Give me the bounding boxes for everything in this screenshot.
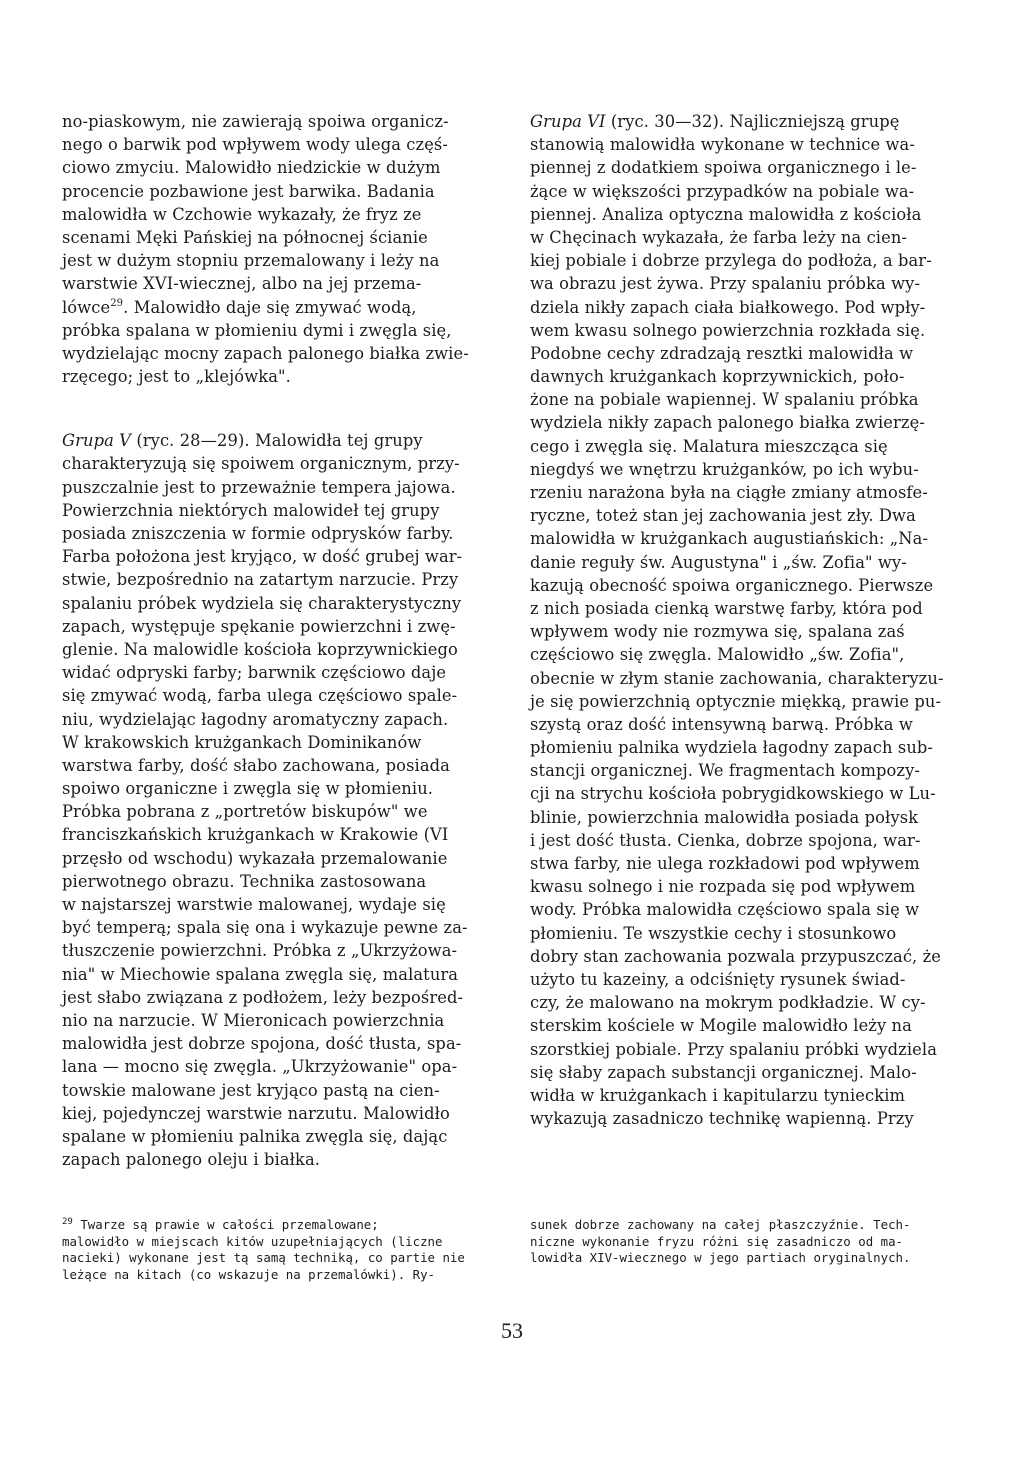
text-line: je się powierzchnią optycznie miękką, prawie pu-	[530, 691, 942, 711]
text-line: w Chęcinach wykazała, że farba leży na cien-	[530, 227, 908, 247]
text-line: niegdyś we wnętrzu krużganków, po ich wybu-	[530, 459, 919, 479]
text-line: Powierzchnia niektórych malowideł tej grupy	[62, 500, 440, 520]
text-line: piennej z dodatkiem spoiwa organicznego i le-	[530, 158, 917, 178]
text-line: płomieniu palnika wydziela łagodny zapach sub-	[530, 738, 934, 758]
text-line: spalaniu próbek wydziela się charakterystyczny	[62, 593, 462, 613]
text-line: ryczne, toteż stan jej zachowania jest zły. Dwa	[530, 506, 916, 526]
text-line: wody. Próbka malowidła częściowo spala się w	[530, 900, 920, 920]
text-line: rzęcego; jest to „klejówka".	[62, 367, 291, 387]
text-line: danie reguły św. Augustyna" i „św. Zofia" wy-	[530, 552, 907, 572]
text-line: franciszkańskich krużgankach w Krakowie (VI	[62, 825, 449, 845]
footnote-column-left	[62, 1217, 502, 1283]
text-line: wem kwasu solnego powierzchnia rozkłada się.	[530, 320, 926, 340]
text-line: cji na strychu kościoła pobrygidkowskiego w Lu-	[530, 784, 936, 804]
text-line: W krakowskich krużgankach Dominikanów	[62, 732, 422, 752]
footnote-number: 29	[62, 1217, 73, 1227]
text-line: procencie pozbawione jest barwika. Badania	[62, 181, 435, 201]
section-heading-line	[62, 429, 488, 452]
section-heading-line	[530, 110, 956, 133]
text-line: blinie, powierzchnia malowidła posiada połysk	[530, 807, 919, 827]
text-line: tłuszczenie powierzchni. Próbka z „Ukrzyżowa-	[62, 941, 458, 961]
text-line: z nich posiada cienką warstwę farby, która pod	[530, 598, 923, 618]
text-line: posiada zniszczenia w formie odprysków farby.	[62, 524, 454, 543]
text-line: malowidła w krużgankach augustiańskich: „Na-	[530, 529, 929, 549]
text-line: cego i zwęgla się. Malatura mieszcząca się	[530, 436, 888, 456]
text-line: malowidła jest dobrze spojona, dość tłusta, spa-	[62, 1034, 462, 1054]
text-line: kwasu solnego i nie rozpada się pod wpływem	[530, 877, 916, 897]
text-line: żone na pobiale wapiennej. W spalaniu próbka	[530, 390, 919, 410]
text-line-with-footnote-ref: lówce$^{29}$. Malowidło daje się zmywać wodą,	[62, 297, 417, 317]
text-line: warstwie XVI-wiecznej, albo na jej przema-	[62, 274, 422, 294]
text-line: w najstarszej warstwie malowanej, wydaje się	[62, 895, 446, 914]
text-line: stanowią malowidła wykonane w technice wa-	[530, 135, 915, 155]
text-line: szystą oraz dość intensywną barwą. Próbka w	[530, 714, 913, 734]
page-number: 53	[501, 1318, 523, 1343]
text-line: pierwotnego obrazu. Technika zastosowana	[62, 871, 427, 891]
text-line: rzeniu narażona była na ciągłe zmiany atmosfe-	[530, 483, 928, 502]
text-line: użyto tu kazeiny, a odciśnięty rysunek świad-	[530, 969, 906, 989]
text-line: szorstkiej pobiale. Przy spalaniu próbki wydziela	[530, 1039, 938, 1059]
text-line: się zmywać wodą, farba ulega częściowo spale-	[62, 686, 458, 706]
footnote-line: niczne wykonanie fryzu różni się zasadniczo od ma-	[530, 1233, 903, 1249]
text-line: sterskim kościele w Mogile malowidło leży na	[530, 1016, 912, 1036]
footnote-line: leżące na kitach (co wskazuje na przemalówki). Ry-	[62, 1266, 435, 1282]
section-heading-rest: (ryc. 30—32). Najliczniejszą grupę	[605, 112, 900, 131]
text-line: malowidła w Czchowie wykazały, że fryz ze	[62, 204, 422, 224]
text-line: spalane w płomieniu palnika zwęgla się, dając	[62, 1126, 448, 1146]
text-line: zapach, występuje spękanie powierzchni i zwę-	[62, 616, 456, 636]
text-line: scenami Męki Pańskiej na północnej ścianie	[62, 227, 428, 247]
text-line: kiej, pojedynczej warstwie narzutu. Malowidło	[62, 1103, 450, 1123]
section-heading: Grupa VI	[530, 112, 606, 131]
text-line: nia" w Miechowie spalana zwęgla się, malatura	[62, 964, 459, 984]
right-column	[530, 110, 956, 1130]
text-line: stwie, bezpośrednio na zatartym narzucie. Przy	[62, 570, 459, 590]
text-line: warstwa farby, dość słabo zachowana, posiada	[62, 755, 450, 775]
paragraph-gap	[62, 388, 488, 411]
text-line: no-piaskowym, nie zawierają spoiwa organicz-	[62, 112, 449, 131]
text-line: lana — mocno się zwęgla. „Ukrzyżowanie" opa-	[62, 1057, 458, 1077]
text-line: przęsło od wschodu) wykazała przemalowanie	[62, 848, 448, 868]
text-line: widać odpryski farby; barwnik częściowo daje	[62, 663, 447, 683]
text-line: wydzielając mocny zapach palonego białka zwie-	[62, 343, 469, 363]
text-line: charakteryzują się spoiwem organicznym, przy-	[62, 454, 460, 474]
footnote-column-right	[530, 1217, 970, 1267]
text-line: glenie. Na malowidle kościoła koprzywnickiego	[62, 639, 458, 659]
footnote-ref-word: lówce	[62, 297, 111, 317]
text-line: puszczalnie jest to przeważnie tempera jajowa.	[62, 477, 456, 497]
text-line: zapach palonego oleju i białka.	[62, 1150, 321, 1170]
text-line: i jest dość tłusta. Cienka, dobrze spojona, war-	[530, 830, 921, 850]
text-line: obecnie w złym stanie zachowania, charakteryzu-	[530, 668, 944, 688]
text-line: jest w dużym stopniu przemalowany i leży na	[62, 251, 440, 271]
text-line: jest słabo związana z podłożem, leży bezpośred-	[62, 987, 464, 1007]
text-line: żące w większości przypadków na pobiale wa-	[530, 181, 915, 201]
text-line: kiej pobiale i dobrze przylega do podłoża, a bar-	[530, 251, 932, 271]
footnote-line	[62, 1217, 502, 1234]
left-column	[62, 110, 488, 1171]
text-line: stwa farby, nie ulega rozkładowi pod wpływem	[530, 854, 920, 873]
text-line: kazują obecność spoiwa organicznego. Pierwsze	[530, 575, 934, 595]
text-line: się słaby zapach substancji organicznej. Malo-	[530, 1062, 917, 1082]
footnote-text: Twarze są prawie w całości przemalowane;	[80, 1217, 379, 1232]
text-line: niu, wydzielając łagodny aromatyczny zapach.	[62, 709, 449, 729]
text-line: być temperą; spala się ona i wykazuje pewne za-	[62, 918, 468, 938]
text-line-rest: Malowidło daje się zmywać wodą,	[133, 297, 417, 317]
footnote-line: lowidła XIV-wiecznego w jego partiach oryginalnych.	[530, 1250, 911, 1265]
text-line: towskie malowane jest kryjąco pastą na cien-	[62, 1080, 440, 1100]
text-line: Farba położona jest kryjąco, w dość grubej war-	[62, 547, 463, 567]
text-line: dawnych krużgankach koprzywnickich, poło-	[530, 367, 905, 387]
text-line: nego o barwik pod wpływem wody ulega częś-	[62, 135, 448, 155]
text-line: widła w krużgankach i kapitularzu tynieckim	[530, 1085, 906, 1105]
section-heading: Grupa V	[62, 431, 132, 451]
text-line: Podobne cechy zdradzają resztki malowidła w	[530, 343, 914, 363]
text-line: dziela nikły zapach ciała białkowego. Pod wpły-	[530, 297, 926, 317]
text-line: ciowo zmyciu. Malowidło niedzickie w dużym	[62, 158, 441, 178]
text-line: stancji organicznej. We fragmentach kompozy-	[530, 761, 921, 781]
paragraph-gap	[62, 411, 488, 429]
text-line: płomieniu. Te wszystkie cechy i stosunkowo	[530, 923, 897, 943]
text-line: wa obrazu jest żywa. Przy spalaniu próbka wy-	[530, 274, 921, 294]
footnote-line: malowidło w miejscach kitów uzupełniających (liczne	[62, 1233, 443, 1249]
text-line: nio na narzucie. W Mieronicach powierzchnia	[62, 1010, 445, 1030]
footnote-line: sunek dobrze zachowany na całej płaszczyźnie. Tech-	[530, 1217, 911, 1232]
text-line: wydziela nikły zapach palonego białka zwierzę-	[530, 413, 925, 433]
section-heading-rest: (ryc. 28—29). Malowidła tej grupy	[131, 431, 423, 451]
text-line: wykazują zasadniczo technikę wapienną. Przy	[530, 1109, 914, 1129]
footnote-reference: 29	[110, 297, 124, 309]
text-line: spoiwo organiczne i zwęgla się w płomieniu.	[62, 779, 434, 799]
text-line: wpływem wody nie rozmywa się, spalana zaś	[530, 622, 905, 642]
text-line: czy, że malowano na mokrym podkładzie. W cy-	[530, 993, 926, 1013]
text-line: próbka spalana w płomieniu dymi i zwęgla się,	[62, 320, 452, 340]
text-line: piennej. Analiza optyczna malowidła z kościoła	[530, 204, 922, 224]
text-line: Próbka pobrana z „portretów biskupów" we	[62, 802, 428, 822]
text-line: dobry stan zachowania pozwala przypuszczać, że	[530, 946, 942, 966]
text-line: częściowo się zwęgla. Malowidło „św. Zofia",	[530, 645, 905, 665]
footnote-line: nacieki) wykonane jest tą samą techniką, co partie nie	[62, 1250, 465, 1265]
